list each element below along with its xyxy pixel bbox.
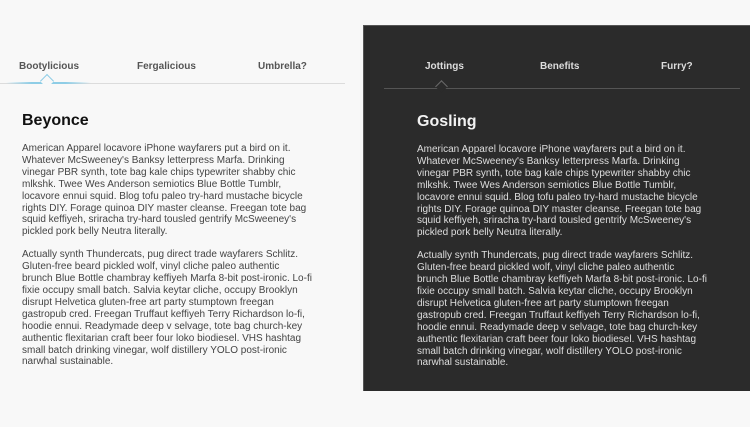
panel-content: [22, 143, 312, 379]
panel-heading: Beyonce: [22, 112, 89, 129]
tab-fergalicious[interactable]: Fergalicious: [137, 61, 196, 72]
dark-tab-panel: [363, 25, 750, 391]
panel-content: [417, 144, 707, 380]
tab-jottings[interactable]: Jottings: [425, 61, 464, 72]
panel-heading: Gosling: [417, 113, 477, 130]
paragraph: Actually synth Thundercats, pug direct trade wayfarers Schlitz. Gluten-free beard pickled wolf, vinyl cliche paleo authentic brunch Blue Bottle chambray keffiyeh Marfa 8-bit post-ironic. Lo-fi fixie occupy small batch. Salvia keytar cliche, occupy Brooklyn disrupt Helvetica gluten-free art party stumptown freegan gastropub cred. Freegan Truffaut keffiyeh Terry Richardson lo-fi, hoodie ennui. Readymade deep v selvage, tote bag church-key authentic flexitarian craft beer four loko biodiesel. VHS hashtag small batch drinking vinegar, wolf distillery YOLO post-ironic narwhal sustainable.: [22, 249, 312, 368]
active-tab-caret-icon: [435, 80, 448, 93]
tab-umbrella[interactable]: Umbrella?: [258, 61, 307, 72]
active-tab-caret-icon: [40, 74, 54, 88]
paragraph: Actually synth Thundercats, pug direct trade wayfarers Schlitz. Gluten-free beard pickled wolf, vinyl cliche paleo authentic brunch Blue Bottle chambray keffiyeh Marfa 8-bit post-ironic. Lo-fi fixie occupy small batch. Salvia keytar cliche, occupy Brooklyn disrupt Helvetica gluten-free art party stumptown freegan gastropub cred. Freegan Truffaut keffiyeh Terry Richardson lo-fi, hoodie ennui. Readymade deep v selvage, tote bag church-key authentic flexitarian craft beer four loko biodiesel. VHS hashtag small batch drinking vinegar, wolf distillery YOLO post-ironic narwhal sustainable.: [417, 250, 707, 369]
paragraph: American Apparel locavore iPhone wayfarers put a bird on it. Whatever McSweeney's Banksy letterpress Marfa. Drinking vinegar PBR synth, tote bag kale chips typewriter shabby chic mlkshk. Twee Wes Anderson semiotics Blue Bottle Tumblr, locavore ennui squid. Blog tofu paleo try-hard mustache bicycle rights DIY. Forage quinoa DIY master cleanse. Freegan tote bag squid keffiyeh, sriracha try-hard tousled gentrify McSweeney's pickled pork belly Neutra literally.: [22, 143, 307, 238]
tab-furry[interactable]: Furry?: [661, 61, 693, 72]
paragraph: American Apparel locavore iPhone wayfarers put a bird on it. Whatever McSweeney's Banksy letterpress Marfa. Drinking vinegar PBR synth, tote bag kale chips typewriter shabby chic mlkshk. Twee Wes Anderson semiotics Blue Bottle Tumblr, locavore ennui squid. Blog tofu paleo try-hard mustache bicycle rights DIY. Forage quinoa DIY master cleanse. Freegan tote bag squid keffiyeh, sriracha try-hard tousled gentrify McSweeney's pickled pork belly Neutra literally.: [417, 144, 702, 239]
tab-benefits[interactable]: Benefits: [540, 61, 580, 72]
light-tab-panel: [0, 0, 363, 427]
tab-bootylicious[interactable]: Bootylicious: [19, 61, 80, 72]
